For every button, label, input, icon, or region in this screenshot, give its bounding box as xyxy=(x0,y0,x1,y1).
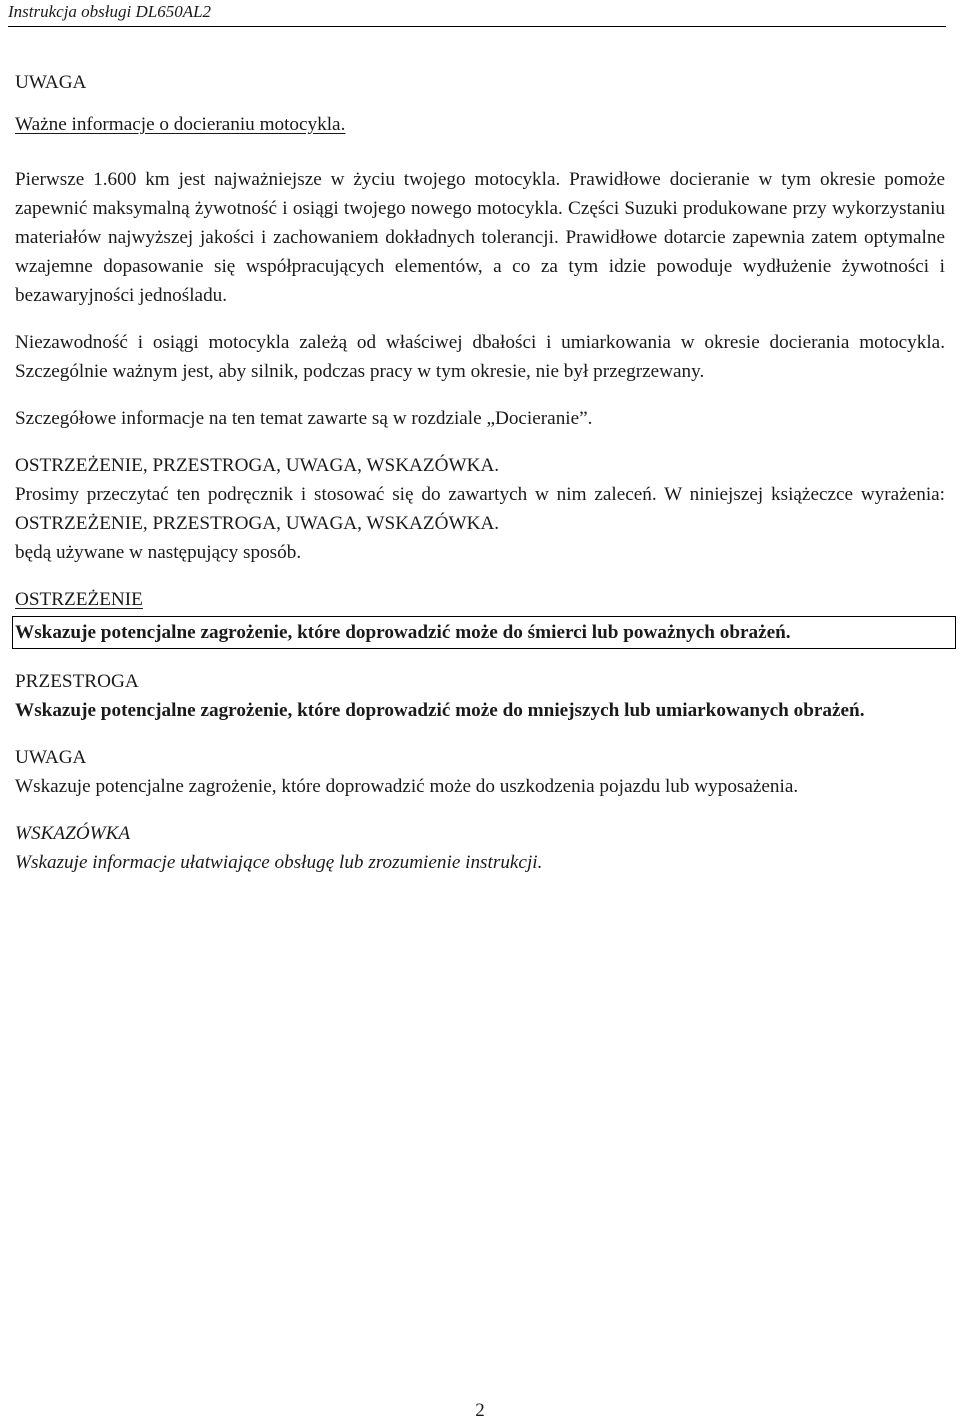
signal-words-text-2: będą używane w następujący sposób. xyxy=(15,542,302,563)
warning-box: Wskazuje potencjalne zagrożenie, które doprowadzić może do śmierci lub poważnych obrażeń. xyxy=(12,616,956,649)
details-paragraph: Szczegółowe informacje na ten temat zawarte są w rozdziale „Docieranie”. xyxy=(15,408,593,429)
definition-term-uwaga: UWAGA xyxy=(15,747,87,768)
break-in-paragraph: Pierwsze 1.600 km jest najważniejsze w życiu twojego motocykla. Prawidłowe docieranie w tym okresie pomoże zapewnić maksymalną żywotność i osiągi twojego nowego motocykla. Części Suzuki produkowane przy wykorzystaniu materiałów najwyższej jakości i zachowaniem dokładnych tolerancji. Prawidłowe dotarcie zapewnia zatem optymalne wzajemne dopasowanie się współpracujących elementów, a co za tym idzie powoduje wydłużenie żywotności i bezawaryjności jednośladu. xyxy=(15,169,945,306)
signal-words-text: Prosimy przeczytać ten podręcznik i stosować się do zawartych w nim zaleceń. W niniejszej książeczce wyrażenia: OSTRZEŻENIE, PRZESTROGA, UWAGA, WSKAZÓWKA. xyxy=(15,484,945,534)
definition-text-przestroga: Wskazuje potencjalne zagrożenie, które doprowadzić może do mniejszych lub umiarkowanych obrażeń. xyxy=(15,700,865,721)
reliability-paragraph: Niezawodność i osiągi motocykla zależą od właściwej dbałości i umiarkowania w okresie docierania motocykla. Szczególnie ważnym jest, aby silnik, podczas pracy w tym okresie, nie był przegrzewany. xyxy=(15,332,945,382)
definition-term-wskazowka: WSKAZÓWKA xyxy=(15,823,131,844)
header-rule xyxy=(8,26,946,27)
definition-term-przestroga: PRZESTROGA xyxy=(15,671,139,692)
definition-text-wskazowka: Wskazuje informacje ułatwiające obsługę lub zrozumienie instrukcji. xyxy=(15,852,543,873)
uwaga-heading: UWAGA xyxy=(15,72,87,93)
signal-words-heading: OSTRZEŻENIE, PRZESTROGA, UWAGA, WSKAZÓWKA. xyxy=(15,455,500,476)
page-content xyxy=(15,68,945,877)
important-info-heading: Ważne informacje o docieraniu motocykla. xyxy=(15,114,346,135)
definition-term-ostrzezenie: OSTRZEŻENIE xyxy=(15,589,143,610)
running-header: Instrukcja obsługi DL650AL2 xyxy=(8,2,212,21)
definition-text-uwaga: Wskazuje potencjalne zagrożenie, które doprowadzić może do uszkodzenia pojazdu lub wyposażenia. xyxy=(15,776,799,797)
page-number: 2 xyxy=(475,1400,485,1421)
